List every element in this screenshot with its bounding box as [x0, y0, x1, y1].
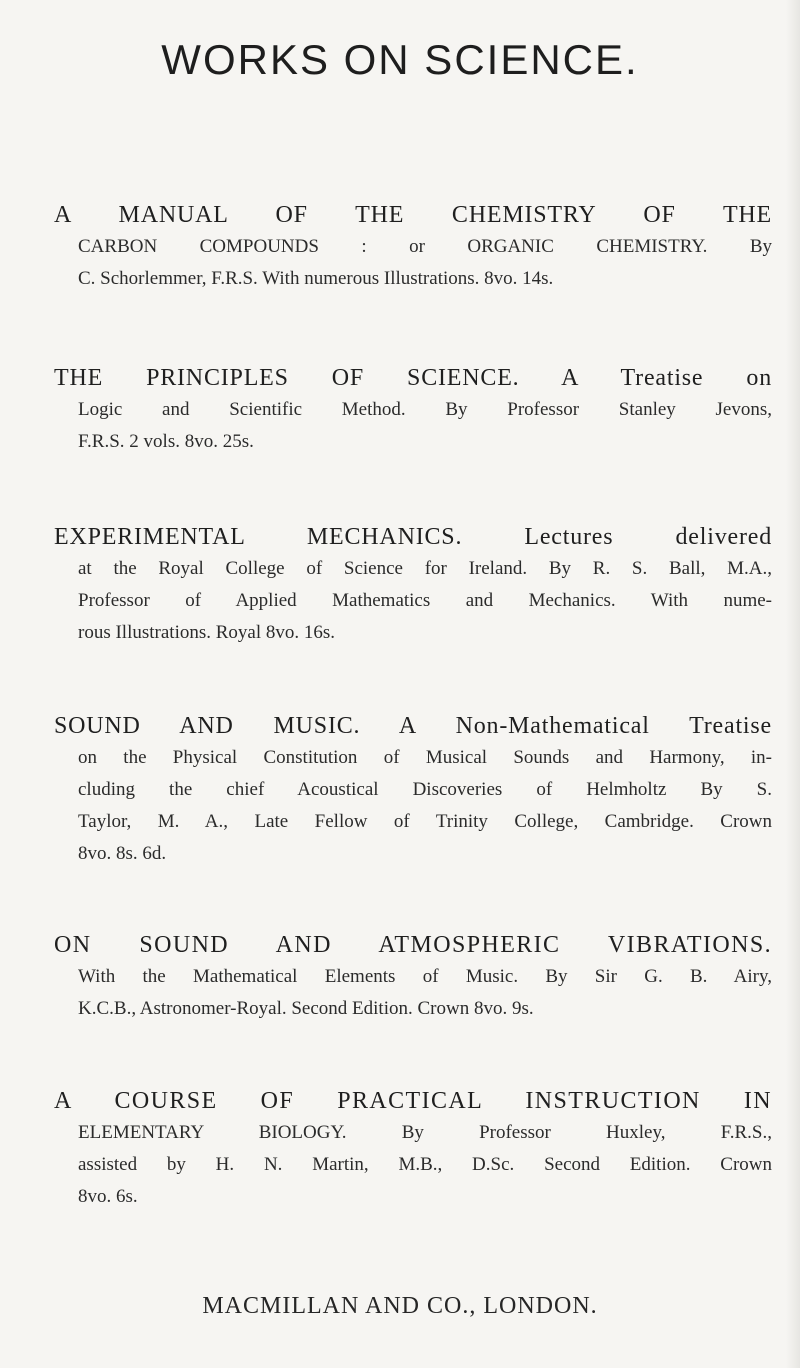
publisher-imprint: MACMILLAN AND CO., LONDON.	[202, 1293, 598, 1319]
entry-line: rous Illustrations. Royal 8vo. 16s.	[78, 622, 336, 643]
entry-line: at the Royal College of Science for Ireland. By R. S. Ball, M.A.,	[78, 558, 772, 579]
entry-line: Taylor, M. A., Late Fellow of Trinity College, Cambridge. Crown	[78, 811, 772, 832]
entry-line: ELEMENTARY BIOLOGY. By Professor Huxley, F.R.S.,	[78, 1122, 772, 1143]
entry-heading: SOUND AND MUSIC. A Non-Mathematical Treatise	[54, 713, 772, 739]
page-edge-shadow	[786, 0, 800, 1368]
book-entry-chemistry	[54, 199, 772, 295]
entry-line: CARBON COMPOUNDS : or ORGANIC CHEMISTRY. By	[78, 236, 772, 257]
book-entry-experimental-mechanics	[54, 521, 772, 649]
entry-line: assisted by H. N. Martin, M.B., D.Sc. Second Edition. Crown	[78, 1154, 772, 1175]
entry-line: C. Schorlemmer, F.R.S. With numerous Illustrations. 8vo. 14s.	[78, 268, 554, 289]
entry-line: F.R.S. 2 vols. 8vo. 25s.	[78, 431, 254, 452]
entry-line: 8vo. 8s. 6d.	[78, 843, 167, 864]
entry-line: on the Physical Constitution of Musical Sounds and Harmony, in-	[78, 747, 772, 768]
page-title: WORKS ON SCIENCE.	[161, 36, 639, 83]
entry-heading: ON SOUND AND ATMOSPHERIC VIBRATIONS.	[54, 932, 772, 958]
book-entry-sound-and-music	[54, 710, 772, 870]
entry-line: Professor of Applied Mathematics and Mechanics. With nume-	[78, 590, 772, 611]
entry-heading: A MANUAL OF THE CHEMISTRY OF THE	[54, 202, 772, 228]
entry-line: K.C.B., Astronomer-Royal. Second Edition. Crown 8vo. 9s.	[78, 998, 534, 1019]
book-entry-atmospheric-vibrations	[54, 929, 772, 1025]
entry-line: cluding the chief Acoustical Discoveries of Helmholtz By S.	[78, 779, 772, 800]
entry-heading: A COURSE OF PRACTICAL INSTRUCTION IN	[54, 1088, 772, 1114]
entry-heading: THE PRINCIPLES OF SCIENCE. A Treatise on	[54, 365, 772, 391]
entry-line: Logic and Scientific Method. By Professor Stanley Jevons,	[78, 399, 772, 420]
book-entry-principles-of-science	[54, 362, 772, 458]
entry-line: 8vo. 6s.	[78, 1186, 138, 1207]
book-entry-practical-biology	[54, 1085, 772, 1213]
entry-heading: EXPERIMENTAL MECHANICS. Lectures delivered	[54, 524, 772, 550]
entry-line: With the Mathematical Elements of Music. By Sir G. B. Airy,	[78, 966, 772, 987]
